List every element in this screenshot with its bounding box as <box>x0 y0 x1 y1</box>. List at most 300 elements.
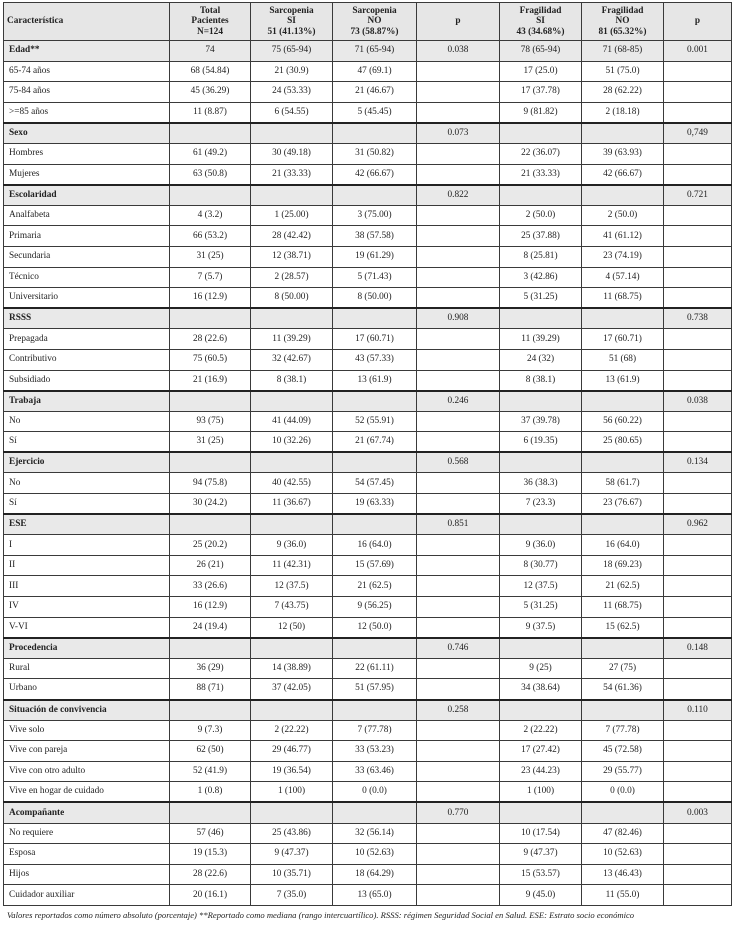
table-cell: 22 (36.07) <box>500 143 582 164</box>
table-cell: 29 (55.77) <box>582 761 664 782</box>
section-cell <box>170 452 251 473</box>
header-caracteristica: Característica <box>4 3 170 41</box>
row-label: Hombres <box>4 143 170 164</box>
row-label: Universitario <box>4 288 170 309</box>
table-cell <box>664 823 732 844</box>
section-cell <box>251 123 333 144</box>
section-cell <box>251 391 333 412</box>
table-cell: 1 (0.8) <box>170 782 251 803</box>
table-cell <box>664 658 732 679</box>
table-cell <box>664 61 732 82</box>
section-cell <box>170 308 251 329</box>
table-cell: 9 (47.37) <box>500 844 582 865</box>
table-cell: 5 (71.43) <box>333 267 417 288</box>
table-row <box>4 143 732 164</box>
table-cell <box>417 720 500 741</box>
table-cell: 8 (25.81) <box>500 246 582 267</box>
table-cell: 18 (69.23) <box>582 555 664 576</box>
table-cell: 93 (75) <box>170 411 251 432</box>
section-row <box>4 452 732 473</box>
table-cell <box>417 411 500 432</box>
table-cell: 5 (31.25) <box>500 597 582 618</box>
table-cell: 3 (42.86) <box>500 267 582 288</box>
row-label: III <box>4 576 170 597</box>
section-cell <box>582 514 664 535</box>
row-label: >=85 años <box>4 102 170 123</box>
table-cell: 51 (68) <box>582 349 664 370</box>
table-row <box>4 823 732 844</box>
table-cell <box>664 329 732 350</box>
section-cell <box>333 308 417 329</box>
section-row <box>4 391 732 412</box>
table-row <box>4 349 732 370</box>
section-row <box>4 185 732 206</box>
table-cell: 21 (33.33) <box>500 164 582 185</box>
table-cell: 23 (76.67) <box>582 494 664 515</box>
table-cell <box>664 741 732 762</box>
section-cell <box>251 308 333 329</box>
table-cell: 33 (26.6) <box>170 576 251 597</box>
table-cell <box>664 288 732 309</box>
table-cell: 2 (22.22) <box>251 720 333 741</box>
table-cell <box>664 679 732 700</box>
section-title: RSSS <box>4 308 170 329</box>
table-cell: 51 (57.95) <box>333 679 417 700</box>
table-cell: 16 (12.9) <box>170 597 251 618</box>
table-cell: 7 (5.7) <box>170 267 251 288</box>
table-cell <box>664 555 732 576</box>
table-cell <box>417 164 500 185</box>
table-cell: 54 (61.36) <box>582 679 664 700</box>
table-cell <box>664 535 732 556</box>
table-cell <box>664 349 732 370</box>
section-cell <box>170 185 251 206</box>
section-cell <box>251 700 333 721</box>
table-cell: 22 (61.11) <box>333 658 417 679</box>
table-cell: 19 (36.54) <box>251 761 333 782</box>
table-row <box>4 61 732 82</box>
table-cell: 11 (39.29) <box>251 329 333 350</box>
section-cell <box>582 123 664 144</box>
table-cell: 25 (80.65) <box>582 432 664 453</box>
table-cell: 4 (3.2) <box>170 205 251 226</box>
section-cell: 0.851 <box>417 514 500 535</box>
table-cell: 28 (42.42) <box>251 226 333 247</box>
row-label: IV <box>4 597 170 618</box>
table-cell: 26 (21) <box>170 555 251 576</box>
table-cell <box>417 864 500 885</box>
table-cell: 15 (57.69) <box>333 555 417 576</box>
table-cell: 9 (56.25) <box>333 597 417 618</box>
table-row <box>4 864 732 885</box>
table-cell: 23 (74.19) <box>582 246 664 267</box>
section-cell: 0.003 <box>664 802 732 823</box>
table-cell: 32 (56.14) <box>333 823 417 844</box>
table-cell: 9 (37.5) <box>500 617 582 638</box>
table-cell: 23 (44.23) <box>500 761 582 782</box>
row-label: II <box>4 555 170 576</box>
table-cell: 21 (62.5) <box>582 576 664 597</box>
section-cell <box>333 452 417 473</box>
table-cell: 40 (42.55) <box>251 473 333 494</box>
section-cell <box>251 514 333 535</box>
row-label: Prepagada <box>4 329 170 350</box>
table-cell: 28 (22.6) <box>170 864 251 885</box>
header-sarcopenia-si: Sarcopenia SI 51 (41.13%) <box>251 3 333 41</box>
table-cell: 41 (44.09) <box>251 411 333 432</box>
section-title: Trabaja <box>4 391 170 412</box>
section-cell <box>333 514 417 535</box>
table-cell: 25 (37.88) <box>500 226 582 247</box>
table-cell: 9 (45.0) <box>500 885 582 906</box>
section-cell <box>333 123 417 144</box>
table-cell <box>417 535 500 556</box>
table-cell <box>417 576 500 597</box>
table-cell: 14 (38.89) <box>251 658 333 679</box>
section-title: ESE <box>4 514 170 535</box>
section-cell: 0.770 <box>417 802 500 823</box>
table-cell: 7 (35.0) <box>251 885 333 906</box>
table-cell <box>417 370 500 391</box>
row-label: Primaria <box>4 226 170 247</box>
table-cell: 7 (23.3) <box>500 494 582 515</box>
table-cell: 2 (50.0) <box>582 205 664 226</box>
table-cell: 41 (61.12) <box>582 226 664 247</box>
table-cell: 16 (64.0) <box>333 535 417 556</box>
row-label: Esposa <box>4 844 170 865</box>
table-cell: 54 (57.45) <box>333 473 417 494</box>
table-cell: 12 (37.5) <box>500 576 582 597</box>
section-cell <box>500 308 582 329</box>
table-cell: 57 (46) <box>170 823 251 844</box>
table-cell: 52 (55.91) <box>333 411 417 432</box>
section-cell: 74 <box>170 41 251 62</box>
table-cell <box>664 885 732 906</box>
table-cell: 12 (38.71) <box>251 246 333 267</box>
table-cell <box>417 82 500 103</box>
row-label: Técnico <box>4 267 170 288</box>
table-cell: 8 (50.00) <box>251 288 333 309</box>
table-cell <box>664 597 732 618</box>
footnote: Valores reportados como número absoluto (porcentaje) **Reportado como mediana (rango intercuartílico). RSSS: régimen Seguridad Social en Salud. ESE: Estrato socio económico <box>7 909 635 920</box>
row-label: 75-84 años <box>4 82 170 103</box>
table-cell: 45 (72.58) <box>582 741 664 762</box>
table-cell <box>417 741 500 762</box>
table-cell: 56 (60.22) <box>582 411 664 432</box>
section-cell <box>170 391 251 412</box>
section-cell <box>333 391 417 412</box>
table-cell <box>417 349 500 370</box>
section-cell <box>170 638 251 659</box>
table-row <box>4 741 732 762</box>
table-cell: 58 (61.7) <box>582 473 664 494</box>
table-cell <box>417 597 500 618</box>
section-cell <box>251 185 333 206</box>
section-cell: 0.038 <box>417 41 500 62</box>
table-cell: 34 (38.64) <box>500 679 582 700</box>
section-cell <box>333 185 417 206</box>
table-cell <box>417 885 500 906</box>
table-cell: 31 (25) <box>170 246 251 267</box>
table-cell: 24 (19.4) <box>170 617 251 638</box>
table-row <box>4 432 732 453</box>
section-cell: 0.258 <box>417 700 500 721</box>
table-cell <box>664 370 732 391</box>
header-p-sarcopenia: p <box>417 3 500 41</box>
table-cell <box>417 246 500 267</box>
table-cell <box>417 782 500 803</box>
table-cell: 39 (63.93) <box>582 143 664 164</box>
row-label: Vive solo <box>4 720 170 741</box>
table-cell <box>664 576 732 597</box>
section-cell: 0.721 <box>664 185 732 206</box>
table-cell: 12 (50.0) <box>333 617 417 638</box>
section-cell: 0.001 <box>664 41 732 62</box>
section-cell <box>582 308 664 329</box>
section-cell <box>500 123 582 144</box>
data-table <box>3 2 732 906</box>
table-cell: 2 (28.57) <box>251 267 333 288</box>
table-cell: 6 (19.35) <box>500 432 582 453</box>
section-cell: 0.246 <box>417 391 500 412</box>
row-label: Urbano <box>4 679 170 700</box>
table-cell <box>417 823 500 844</box>
section-cell: 71 (68-85) <box>582 41 664 62</box>
table-row <box>4 555 732 576</box>
section-cell: 75 (65-94) <box>251 41 333 62</box>
table-cell <box>417 658 500 679</box>
table-cell <box>417 473 500 494</box>
row-label: I <box>4 535 170 556</box>
table-cell: 1 (25.00) <box>251 205 333 226</box>
row-label: Hijos <box>4 864 170 885</box>
table-cell: 20 (16.1) <box>170 885 251 906</box>
table-cell: 10 (32.26) <box>251 432 333 453</box>
section-cell: 0.073 <box>417 123 500 144</box>
table-row <box>4 885 732 906</box>
header-row <box>4 3 732 41</box>
table-cell: 0 (0.0) <box>333 782 417 803</box>
table-row <box>4 288 732 309</box>
section-cell: 0.110 <box>664 700 732 721</box>
table-cell <box>664 494 732 515</box>
table-cell: 21 (16.9) <box>170 370 251 391</box>
row-label: Vive en hogar de cuidado <box>4 782 170 803</box>
section-cell <box>582 802 664 823</box>
table-cell: 6 (54.55) <box>251 102 333 123</box>
table-cell: 94 (75.8) <box>170 473 251 494</box>
table-cell: 11 (68.75) <box>582 597 664 618</box>
section-cell <box>500 391 582 412</box>
table-cell <box>664 864 732 885</box>
table-cell: 29 (46.77) <box>251 741 333 762</box>
section-cell <box>582 452 664 473</box>
table-row <box>4 782 732 803</box>
table-cell <box>664 761 732 782</box>
table-cell: 8 (50.00) <box>333 288 417 309</box>
table-cell: 16 (12.9) <box>170 288 251 309</box>
table-cell: 9 (81.82) <box>500 102 582 123</box>
table-cell: 13 (65.0) <box>333 885 417 906</box>
table-cell: 33 (53.23) <box>333 741 417 762</box>
section-cell: 0.738 <box>664 308 732 329</box>
table-row <box>4 246 732 267</box>
table-cell: 9 (47.37) <box>251 844 333 865</box>
table-cell: 17 (60.71) <box>582 329 664 350</box>
section-title: Edad** <box>4 41 170 62</box>
table-cell <box>417 61 500 82</box>
table-cell: 11 (8.87) <box>170 102 251 123</box>
table-cell: 11 (39.29) <box>500 329 582 350</box>
table-cell: 88 (71) <box>170 679 251 700</box>
table-cell <box>664 246 732 267</box>
table-cell: 30 (24.2) <box>170 494 251 515</box>
table-row <box>4 370 732 391</box>
table-cell: 10 (17.54) <box>500 823 582 844</box>
table-cell: 10 (52.63) <box>333 844 417 865</box>
table-cell: 38 (57.58) <box>333 226 417 247</box>
table-cell: 21 (30.9) <box>251 61 333 82</box>
table-cell: 19 (15.3) <box>170 844 251 865</box>
section-cell <box>251 638 333 659</box>
section-cell: 0.134 <box>664 452 732 473</box>
section-cell <box>333 802 417 823</box>
table-cell: 8 (38.1) <box>500 370 582 391</box>
row-label: No <box>4 411 170 432</box>
table-cell: 17 (27.42) <box>500 741 582 762</box>
section-cell: 0.148 <box>664 638 732 659</box>
table-cell <box>417 205 500 226</box>
table-row <box>4 761 732 782</box>
row-label: Analfabeta <box>4 205 170 226</box>
table-cell <box>417 288 500 309</box>
section-title: Sexo <box>4 123 170 144</box>
section-row <box>4 638 732 659</box>
table-cell <box>417 761 500 782</box>
header-sarcopenia-no: Sarcopenia NO 73 (58.87%) <box>333 3 417 41</box>
row-label: No <box>4 473 170 494</box>
table-cell: 4 (57.14) <box>582 267 664 288</box>
table-cell: 37 (42.05) <box>251 679 333 700</box>
header-total: Total Pacientes N=124 <box>170 3 251 41</box>
table-cell: 17 (37.78) <box>500 82 582 103</box>
section-cell <box>582 391 664 412</box>
section-cell: 0.962 <box>664 514 732 535</box>
table-cell: 25 (43.86) <box>251 823 333 844</box>
table-cell <box>664 164 732 185</box>
table-cell: 30 (49.18) <box>251 143 333 164</box>
table-row <box>4 226 732 247</box>
table-cell <box>664 143 732 164</box>
table-row <box>4 164 732 185</box>
table-row <box>4 329 732 350</box>
table-row <box>4 844 732 865</box>
table-cell: 3 (75.00) <box>333 205 417 226</box>
table-cell: 7 (77.78) <box>333 720 417 741</box>
table-cell: 62 (50) <box>170 741 251 762</box>
section-cell <box>500 185 582 206</box>
row-label: Sí <box>4 494 170 515</box>
section-title: Procedencia <box>4 638 170 659</box>
section-cell <box>251 802 333 823</box>
section-cell <box>333 638 417 659</box>
section-cell: 0.038 <box>664 391 732 412</box>
section-title: Escolaridad <box>4 185 170 206</box>
header-fragilidad-si: Fragilidad SI 43 (34.68%) <box>500 3 582 41</box>
section-row <box>4 802 732 823</box>
table-cell <box>664 720 732 741</box>
table-cell <box>417 617 500 638</box>
table-cell: 2 (50.0) <box>500 205 582 226</box>
table-cell: 63 (50.8) <box>170 164 251 185</box>
table-cell: 68 (54.84) <box>170 61 251 82</box>
table-row <box>4 576 732 597</box>
section-row <box>4 41 732 62</box>
table-cell: 1 (100) <box>251 782 333 803</box>
table-cell: 2 (18.18) <box>582 102 664 123</box>
table-cell: 24 (53.33) <box>251 82 333 103</box>
row-label: Mujeres <box>4 164 170 185</box>
table-container <box>3 2 731 925</box>
table-cell: 12 (37.5) <box>251 576 333 597</box>
table-row <box>4 535 732 556</box>
table-row <box>4 597 732 618</box>
section-cell <box>500 638 582 659</box>
table-cell: 1 (100) <box>500 782 582 803</box>
table-cell: 17 (60.71) <box>333 329 417 350</box>
section-title: Situación de convivencia <box>4 700 170 721</box>
table-cell: 21 (33.33) <box>251 164 333 185</box>
table-cell <box>664 473 732 494</box>
table-cell: 17 (25.0) <box>500 61 582 82</box>
table-cell: 52 (41.9) <box>170 761 251 782</box>
table-cell <box>417 555 500 576</box>
row-label: Sí <box>4 432 170 453</box>
table-cell: 25 (20.2) <box>170 535 251 556</box>
table-cell: 31 (50.82) <box>333 143 417 164</box>
section-row <box>4 123 732 144</box>
table-cell: 10 (52.63) <box>582 844 664 865</box>
table-cell: 47 (69.1) <box>333 61 417 82</box>
table-cell: 36 (38.3) <box>500 473 582 494</box>
section-cell <box>170 802 251 823</box>
section-cell <box>170 514 251 535</box>
section-cell: 0.746 <box>417 638 500 659</box>
row-label: Rural <box>4 658 170 679</box>
table-cell: 9 (36.0) <box>251 535 333 556</box>
section-cell <box>500 452 582 473</box>
table-row <box>4 473 732 494</box>
table-cell: 7 (43.75) <box>251 597 333 618</box>
table-cell: 45 (36.29) <box>170 82 251 103</box>
table-cell: 8 (30.77) <box>500 555 582 576</box>
section-cell <box>582 638 664 659</box>
table-cell <box>664 226 732 247</box>
table-cell <box>417 494 500 515</box>
table-row <box>4 205 732 226</box>
table-cell <box>664 267 732 288</box>
table-row <box>4 82 732 103</box>
table-cell <box>664 82 732 103</box>
table-row <box>4 679 732 700</box>
table-cell: 18 (64.29) <box>333 864 417 885</box>
section-row <box>4 308 732 329</box>
section-cell <box>333 700 417 721</box>
table-cell: 42 (66.67) <box>582 164 664 185</box>
table-cell <box>664 205 732 226</box>
table-cell: 9 (7.3) <box>170 720 251 741</box>
table-cell: 11 (42.31) <box>251 555 333 576</box>
